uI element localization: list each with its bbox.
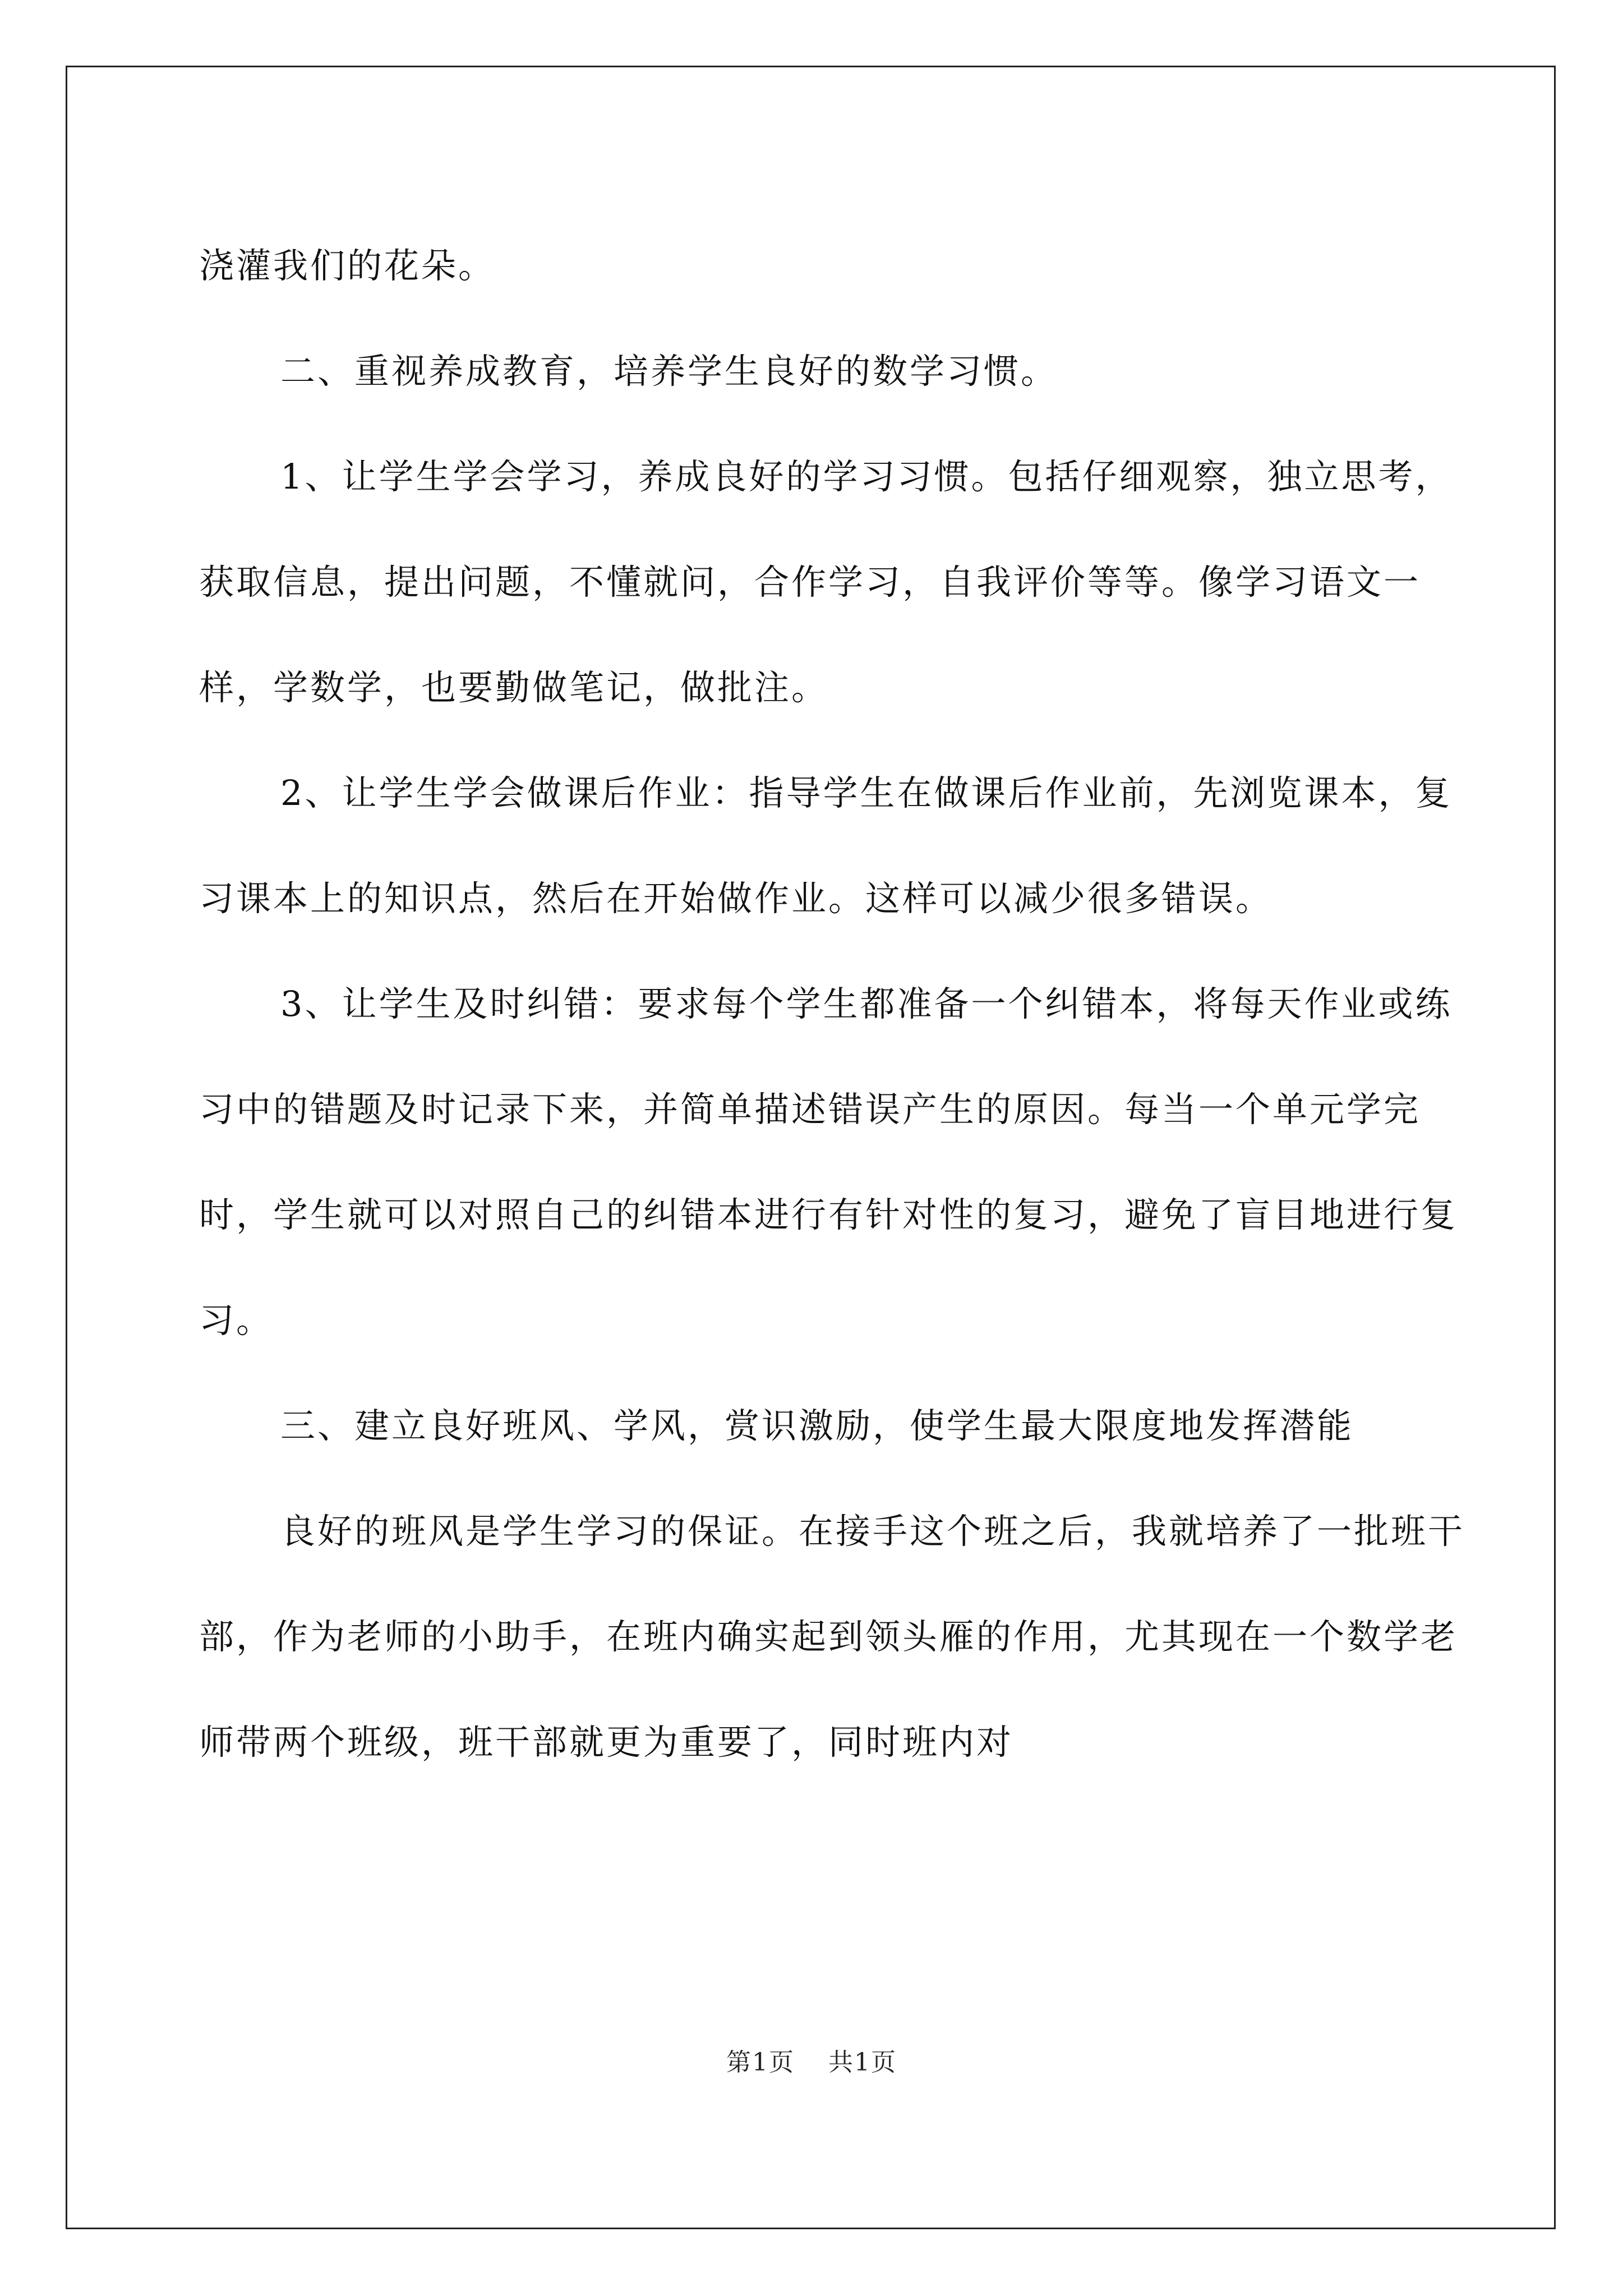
page-total: 共1页 bbox=[828, 2048, 897, 2077]
page-footer bbox=[0, 2042, 1623, 2078]
document-body bbox=[199, 213, 1467, 1795]
section-heading-two: 二、重视养成教育，培养学生良好的数学习惯。 bbox=[280, 351, 1058, 392]
paragraph-class-culture: 良好的班风是学生学习的保证。在接手这个班之后，我就培养了一批班干部，作为老师的小助手，在班内确实起到领头雁的作用，尤其现在一个数学老师带两个班级，班干部就更为重要了，同时班内对 bbox=[199, 1511, 1465, 1763]
paragraph-item-3: 3、让学生及时纠错：要求每个学生都准备一个纠错本，将每天作业或练习中的错题及时记录下来，并简单描述错误产生的原因。每当一个单元学完时，学生就可以对照自己的纠错本进行有针对性的复习，避免了盲目地进行复习。 bbox=[199, 983, 1458, 1341]
page-number: 第1页 bbox=[726, 2048, 795, 2077]
paragraph-item-1: 1、让学生学会学习，养成良好的学习习惯。包括仔细观察，独立思考，获取信息，提出问题，不懂就问，合作学习，自我评价等等。像学习语文一样，学数学，也要勤做笔记，做批注。 bbox=[199, 456, 1453, 708]
paragraph-continuation: 浇灌我们的花朵。 bbox=[199, 245, 496, 286]
paragraph-item-2: 2、让学生学会做课后作业：指导学生在做课后作业前，先浏览课本，复习课本上的知识点，然后在开始做作业。这样可以减少很多错误。 bbox=[199, 772, 1453, 919]
section-heading-three: 三、建立良好班风、学风，赏识激励，使学生最大限度地发挥潜能 bbox=[280, 1405, 1354, 1446]
